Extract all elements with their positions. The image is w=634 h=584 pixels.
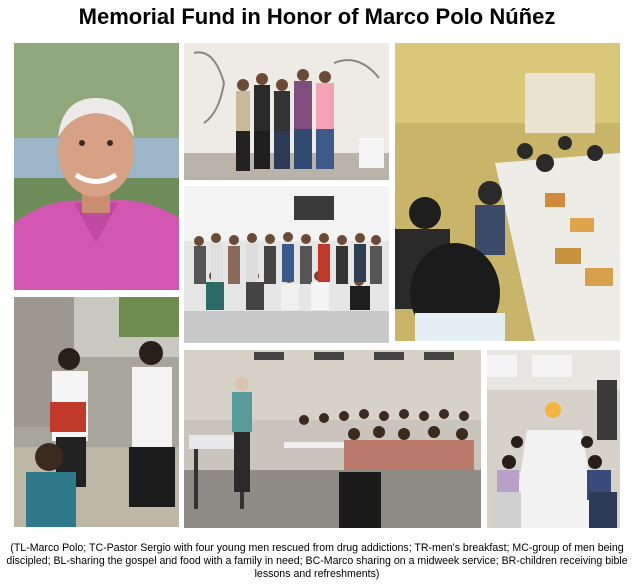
photo-midweek-service	[184, 350, 481, 528]
photo-children-bible-lessons	[487, 350, 620, 528]
photo-caption: (TL-Marco Polo; TC-Pastor Sergio with four young men rescued from drug addictions; TR-men's breakfast; MC-group of men being discipled; BL-sharing the gospel and food with a family in need; BC-Marco sharing on a midweek service; BR-children receiving bible lessons and refreshments)	[6, 542, 628, 580]
page-title: Memorial Fund in Honor of Marco Polo Núñez	[78, 4, 556, 29]
photo-pastor-with-young-men	[184, 43, 389, 180]
photo-sharing-with-family	[14, 297, 179, 527]
photo-marco-polo-portrait	[14, 43, 179, 290]
photo-mens-breakfast	[395, 43, 620, 341]
photo-group-of-men-discipled	[184, 186, 389, 343]
